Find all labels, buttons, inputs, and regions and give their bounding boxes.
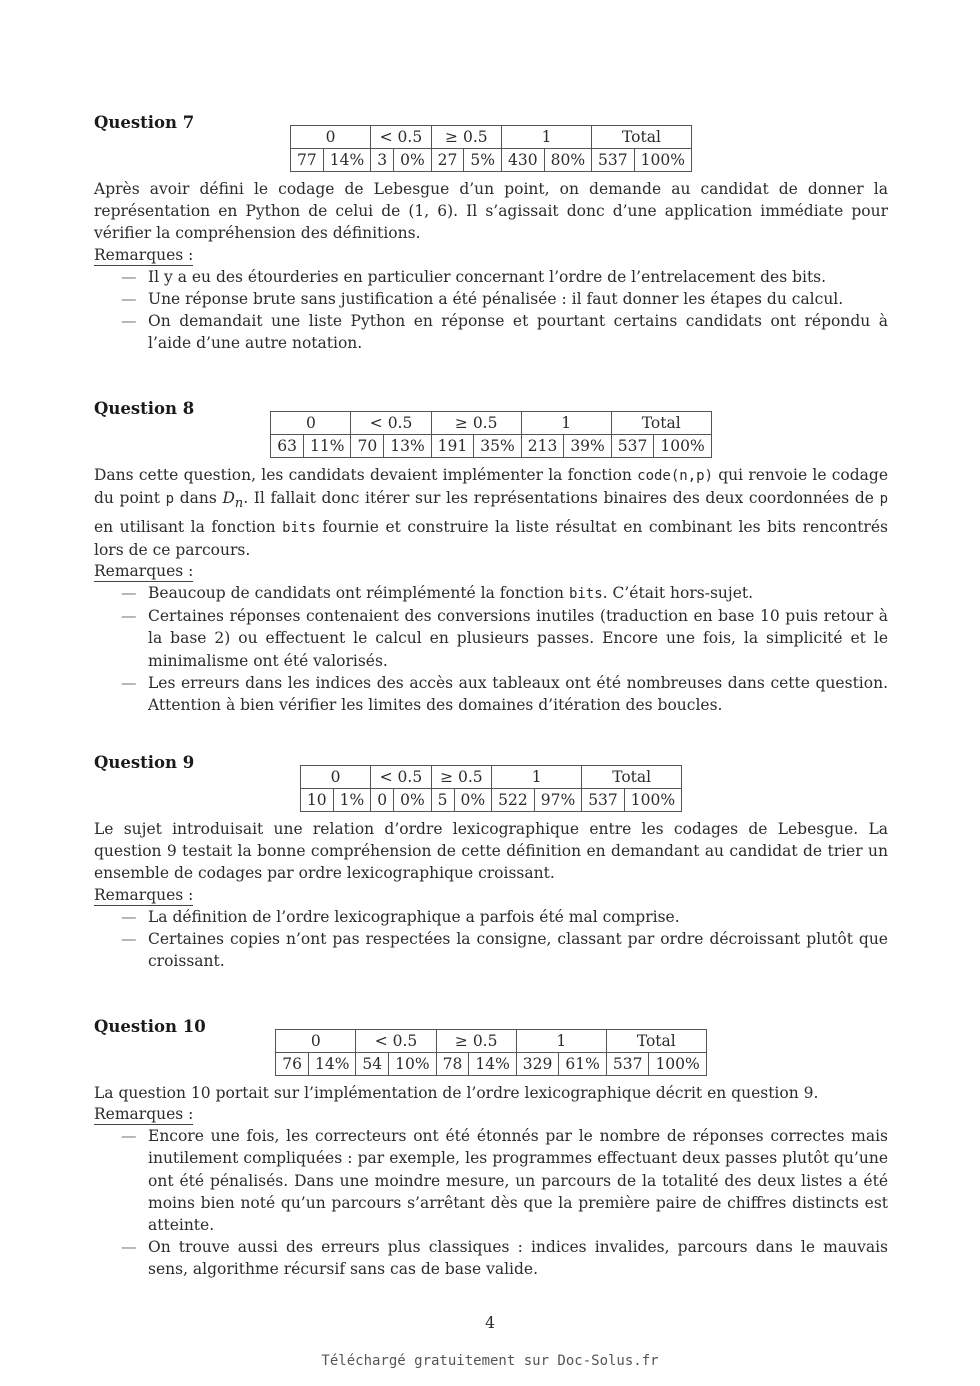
table-cell: 54 [356,1053,389,1076]
table-header-cell: 0 [271,412,351,435]
table-cell: 100% [649,1053,706,1076]
dash-bullet: — [121,289,137,308]
table-header-row [271,412,711,435]
remark-text: Il y a eu des étourderies en particulier concernant l’ordre de l’entrelacement des bits. [148,267,827,286]
table-header-cell: < 0.5 [371,126,431,149]
table-header-cell: 1 [492,766,582,789]
math-subscript: n [234,496,244,512]
question-title: Question 10 [94,1017,206,1036]
table-header-row [276,1030,707,1053]
table-header-cell: 0 [291,126,371,149]
remarks-list [94,266,888,355]
table-header-cell: 1 [502,126,592,149]
table-row [300,789,681,812]
paragraph: La question 10 portait sur l’implémentation de l’ordre lexicographique décrit en question 9. [94,1084,819,1102]
table-cell: 0% [454,789,492,812]
text-span: qui renvoie le codage du point [94,466,888,508]
code-snippet: p [165,491,175,508]
table-header-cell: < 0.5 [371,766,431,789]
list-item [94,1125,888,1236]
dash-bullet: — [121,907,137,926]
table-cell: 78 [436,1053,469,1076]
dash-bullet: — [121,929,137,948]
table-header-cell: ≥ 0.5 [431,766,491,789]
text-span: dans [174,489,223,508]
table-cell: 100% [634,149,691,172]
table-cell: 537 [611,435,654,458]
table-header-cell: < 0.5 [351,412,431,435]
remarks-list [94,582,888,716]
remark-text: Une réponse brute sans justification a été pénalisée : il faut donner les étapes du calcul. [148,289,844,308]
dash-bullet: — [121,607,137,626]
remarks-list [94,906,888,973]
table-header-row [300,766,681,789]
dash-bullet: — [121,1127,137,1146]
score-table [270,411,711,458]
code-snippet: bits [282,519,316,536]
table-cell: 0% [394,789,432,812]
table-cell: 10% [389,1053,436,1076]
table-cell: 10 [300,789,333,812]
table-row [276,1053,707,1076]
table-cell: 14% [308,1053,355,1076]
table-cell: 191 [431,435,474,458]
list-item [94,672,888,716]
remarks-list [94,1125,888,1280]
text-span: en utilisant la fonction [94,517,283,536]
table-header-cell: Total [592,126,692,149]
table-cell: 537 [606,1053,649,1076]
page-number: 4 [485,1314,495,1332]
remark-text: Encore une fois, les correcteurs ont été étonnés par le nombre de réponses correctes mais inutilement compliquées : par exemple, les programmes effectuant deux passes plutôt qu’une ont été pénalisés. Dans une moindre mesure, un parcours de la totalité des deux listes a été moins bien noté qu’un parcours s’arrêtant dès que la première paire de chiffres distincts est atteinte. [148,1127,888,1235]
math-symbol: D [222,489,235,508]
text-span: . Il fallait donc itérer sur les représentations binaires des deux coordonnées de [243,489,880,508]
table-row [271,435,711,458]
footer-text: Téléchargé gratuitement sur Doc-Solus.fr [321,1353,659,1369]
table-cell: 80% [544,149,591,172]
remark-text: On trouve aussi des erreurs plus classiques : indices invalides, parcours dans le mauvais sens, algorithme récursif sans cas de base valide. [148,1238,888,1279]
table-header-cell: 0 [300,766,370,789]
table-header-cell: 1 [521,412,611,435]
table-header-cell: ≥ 0.5 [431,412,521,435]
list-item [94,266,888,288]
score-table [290,125,692,172]
table-cell: 70 [351,435,384,458]
list-item [94,310,888,354]
dash-bullet: — [121,1238,137,1257]
list-item [94,582,888,605]
list-item [94,605,888,672]
remarks-label: Remarques : [94,1105,194,1124]
table-header-cell: Total [611,412,711,435]
question-title: Question 9 [94,753,195,772]
remark-text: Certaines copies n’ont pas respectées la consigne, classant par ordre décroissant plutôt que croissant. [148,929,888,971]
remarks-label: Remarques : [94,245,194,264]
remark-text: On demandait une liste Python en réponse et pourtant certains candidats ont répondu à l’aide d’une autre notation. [148,312,888,353]
question-title: Question 8 [94,399,195,418]
code-snippet: p [879,491,888,508]
table-cell: 61% [559,1053,606,1076]
list-item [94,1236,888,1280]
text-span: Dans cette question, les candidats devaient implémenter la fonction [94,466,638,484]
paragraph [94,464,888,561]
table-header-cell: Total [606,1030,706,1053]
table-cell: 100% [654,435,711,458]
remarks-label: Remarques : [94,561,194,580]
question-9-section [94,752,888,1016]
table-cell: 537 [582,789,625,812]
table-header-row [291,126,692,149]
list-item [94,906,888,928]
score-table [300,765,682,812]
table-cell: 63 [271,435,304,458]
table-cell: 5 [431,789,454,812]
list-item [94,928,888,972]
list-item [94,288,888,310]
table-cell: 1% [333,789,371,812]
remark-text: Certaines réponses contenaient des conversions inutiles (traduction en base 10 puis retour à la base 2) ou effectuent le calcul en plusieurs passes. Encore une fois, la simplicité et le minimalisme ont été valorisés. [148,607,888,670]
score-table [275,1029,707,1076]
table-cell: 14% [323,149,370,172]
table-cell: 522 [492,789,535,812]
question-title: Question 7 [94,113,195,132]
table-cell: 27 [431,149,464,172]
table-cell: 100% [624,789,681,812]
table-header-cell: ≥ 0.5 [431,126,501,149]
table-cell: 11% [304,435,351,458]
table-cell: 39% [564,435,611,458]
text-span: fournie et construire la liste résultat en combinant les bits rencontrés lors de ce parcours. [94,517,888,559]
table-cell: 97% [534,789,581,812]
remark-text: . C’était hors-sujet. [602,583,754,602]
table-cell: 13% [384,435,431,458]
document-page [94,112,888,1281]
table-header-cell: < 0.5 [356,1030,436,1053]
table-cell: 213 [521,435,564,458]
dash-bullet: — [121,583,137,602]
remark-text: Les erreurs dans les indices des accès aux tableaux ont été nombreuses dans cette question. Attention à bien vérifier les limites des domaines d’itération des boucles. [148,673,888,714]
dash-bullet: — [121,267,137,286]
code-snippet: bits [568,585,603,602]
table-header-cell: 0 [276,1030,356,1053]
table-row [291,149,692,172]
question-8-section [94,398,888,752]
question-10-section [94,1016,888,1281]
code-snippet: code(n,p) [637,468,713,484]
paragraph: Après avoir défini le codage de Lebesgue d’un point, on demande au candidat de donner la représentation en Python de celui de (1, 6). Il s’agissait donc d’une application immédiate pour vérifier la compréhension des définitions. [94,180,888,243]
table-cell: 537 [592,149,635,172]
table-cell: 430 [502,149,545,172]
table-cell: 3 [371,149,394,172]
dash-bullet: — [121,312,137,331]
table-cell: 14% [469,1053,516,1076]
table-cell: 329 [516,1053,559,1076]
remark-text: Beaucoup de candidats ont réimplémenté la fonction [148,583,569,602]
table-cell: 35% [474,435,521,458]
table-header-cell: Total [582,766,682,789]
table-header-cell: ≥ 0.5 [436,1030,516,1053]
table-cell: 0% [394,149,432,172]
remark-text: La définition de l’ordre lexicographique a parfois été mal comprise. [148,907,680,926]
table-cell: 5% [464,149,502,172]
table-cell: 0 [371,789,394,812]
question-7-section [94,112,888,398]
remarks-label: Remarques : [94,885,194,904]
table-cell: 77 [291,149,324,172]
table-header-cell: 1 [516,1030,606,1053]
table-cell: 76 [276,1053,309,1076]
dash-bullet: — [121,673,137,692]
paragraph: Le sujet introduisait une relation d’ordre lexicographique entre les codages de Lebesgue. La question 9 testait la bonne compréhension de cette définition en demandant au candidat de trier un ensemble de codages par ordre lexicographique croissant. [94,820,888,883]
